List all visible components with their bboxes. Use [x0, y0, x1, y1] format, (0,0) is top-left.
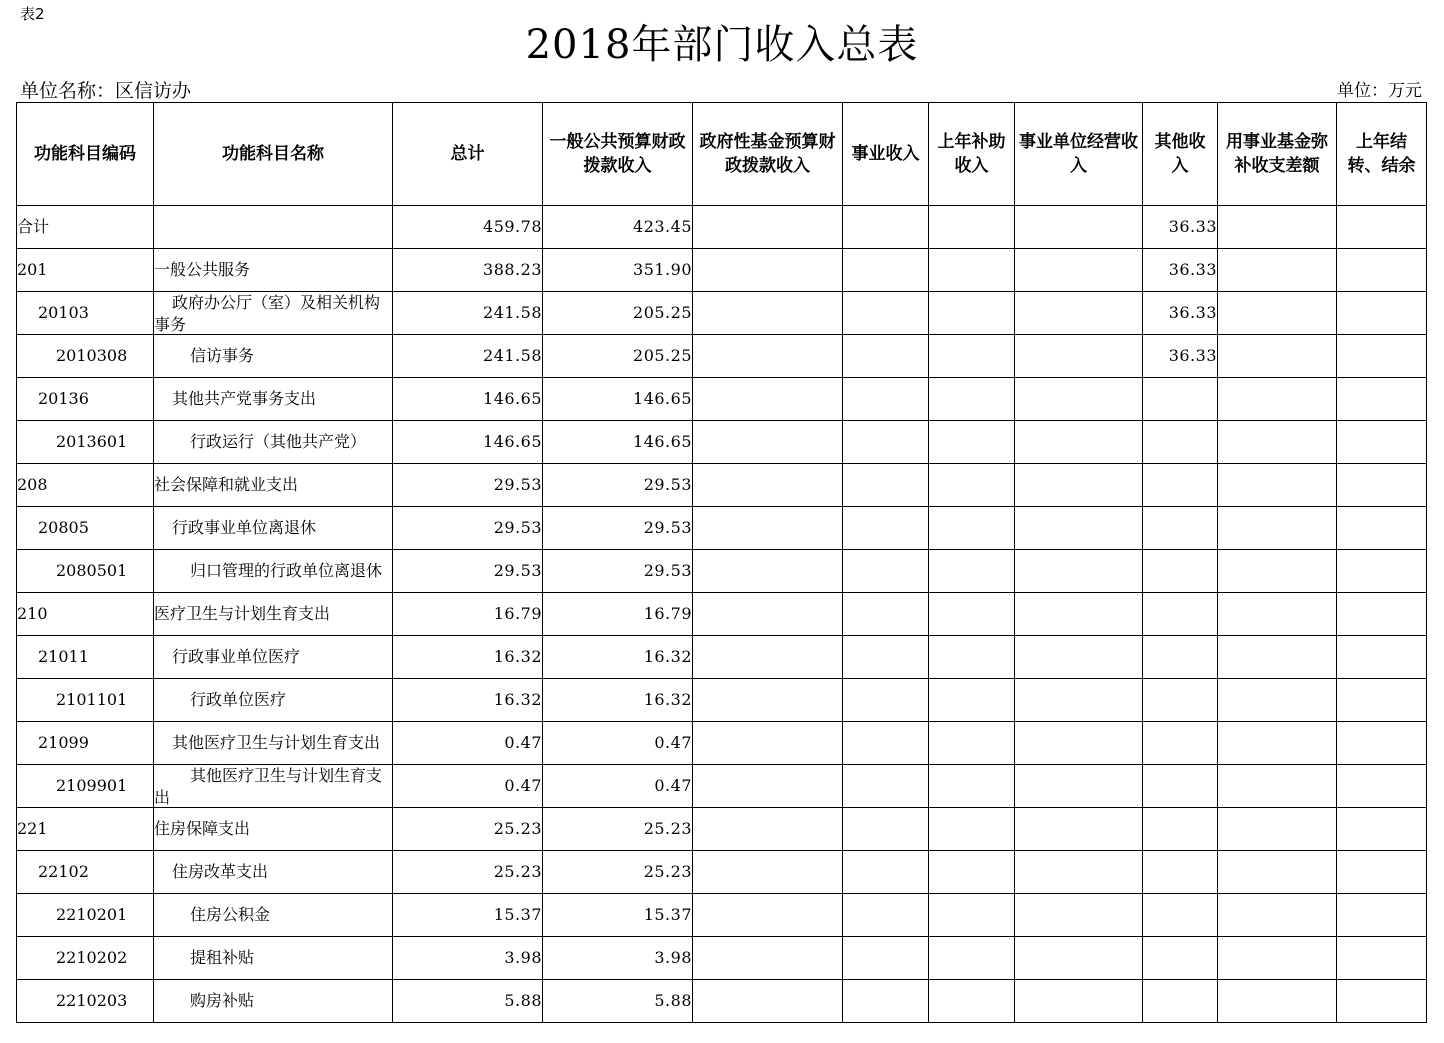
cell-general-budget: 0.47 [543, 722, 693, 765]
cell-prior-subsidy [929, 378, 1015, 421]
cell-total: 15.37 [393, 894, 543, 937]
cell-fund-offset [1218, 980, 1337, 1023]
col-header-other-income: 其他收入 [1143, 103, 1218, 206]
cell-code: 21099 [17, 722, 154, 765]
cell-name [154, 378, 393, 421]
unit-name-label: 单位名称：区信访办 [20, 80, 192, 102]
cell-other-income [1143, 593, 1218, 636]
cell-total: 0.47 [393, 722, 543, 765]
cell-carryover [1337, 507, 1427, 550]
col-header-general-budget: 一般公共预算财政拨款收入 [543, 103, 693, 206]
cell-business-income [843, 722, 929, 765]
cell-code: 2101101 [17, 679, 154, 722]
cell-business-income [843, 679, 929, 722]
cell-general-budget: 205.25 [543, 292, 693, 335]
cell-other-income [1143, 464, 1218, 507]
table-row [17, 722, 1427, 765]
cell-operating-income [1015, 980, 1143, 1023]
cell-general-budget: 29.53 [543, 464, 693, 507]
cell-fund-offset [1218, 765, 1337, 808]
cell-code: 合计 [17, 206, 154, 249]
unit-label: 单位：万元 [1337, 81, 1422, 101]
cell-name-text: 信访事务 [190, 346, 255, 365]
cell-general-budget: 25.23 [543, 808, 693, 851]
cell-other-income [1143, 894, 1218, 937]
cell-code: 20805 [17, 507, 154, 550]
cell-code: 21011 [17, 636, 154, 679]
cell-carryover [1337, 679, 1427, 722]
cell-code: 20136 [17, 378, 154, 421]
cell-carryover [1337, 378, 1427, 421]
table-row [17, 980, 1427, 1023]
cell-name-text: 行政事业单位医疗 [172, 647, 301, 666]
cell-name [154, 937, 393, 980]
table-row [17, 808, 1427, 851]
cell-code: 2109901 [17, 765, 154, 808]
cell-operating-income [1015, 808, 1143, 851]
cell-business-income [843, 249, 929, 292]
cell-general-budget: 29.53 [543, 550, 693, 593]
cell-carryover [1337, 335, 1427, 378]
table-row [17, 765, 1427, 808]
cell-name [154, 593, 393, 636]
cell-carryover [1337, 765, 1427, 808]
income-table [16, 102, 1427, 1023]
cell-name-text: 提租补贴 [190, 948, 255, 967]
cell-code: 210 [17, 593, 154, 636]
cell-prior-subsidy [929, 206, 1015, 249]
cell-fund-budget [693, 206, 843, 249]
cell-fund-offset [1218, 421, 1337, 464]
cell-operating-income [1015, 550, 1143, 593]
cell-total: 388.23 [393, 249, 543, 292]
cell-fund-budget [693, 765, 843, 808]
cell-fund-budget [693, 894, 843, 937]
cell-fund-offset [1218, 851, 1337, 894]
cell-prior-subsidy [929, 593, 1015, 636]
table-row [17, 937, 1427, 980]
cell-total: 459.78 [393, 206, 543, 249]
cell-business-income [843, 636, 929, 679]
cell-other-income [1143, 808, 1218, 851]
cell-operating-income [1015, 593, 1143, 636]
cell-carryover [1337, 722, 1427, 765]
cell-name [154, 679, 393, 722]
cell-code: 2210203 [17, 980, 154, 1023]
col-header-name: 功能科目名称 [154, 103, 393, 206]
cell-other-income [1143, 507, 1218, 550]
cell-general-budget: 423.45 [543, 206, 693, 249]
cell-name-text: 社会保障和就业支出 [154, 475, 299, 494]
table-row [17, 894, 1427, 937]
cell-general-budget: 0.47 [543, 765, 693, 808]
cell-operating-income [1015, 679, 1143, 722]
cell-other-income [1143, 980, 1218, 1023]
col-header-total: 总计 [393, 103, 543, 206]
cell-business-income [843, 421, 929, 464]
cell-other-income [1143, 636, 1218, 679]
cell-general-budget: 15.37 [543, 894, 693, 937]
cell-fund-offset [1218, 593, 1337, 636]
cell-general-budget: 205.25 [543, 335, 693, 378]
cell-prior-subsidy [929, 722, 1015, 765]
table-row [17, 507, 1427, 550]
cell-name [154, 722, 393, 765]
cell-other-income [1143, 378, 1218, 421]
cell-code: 22102 [17, 851, 154, 894]
cell-total: 0.47 [393, 765, 543, 808]
cell-business-income [843, 937, 929, 980]
table-row [17, 679, 1427, 722]
cell-code: 208 [17, 464, 154, 507]
cell-operating-income [1015, 894, 1143, 937]
cell-business-income [843, 206, 929, 249]
sheet-label: 表2 [20, 5, 45, 23]
cell-total: 16.79 [393, 593, 543, 636]
cell-name [154, 765, 393, 808]
cell-code: 2210201 [17, 894, 154, 937]
cell-prior-subsidy [929, 335, 1015, 378]
cell-fund-offset [1218, 894, 1337, 937]
cell-carryover [1337, 980, 1427, 1023]
cell-code: 2080501 [17, 550, 154, 593]
cell-fund-budget [693, 335, 843, 378]
cell-other-income: 36.33 [1143, 249, 1218, 292]
table-row [17, 636, 1427, 679]
cell-fund-budget [693, 636, 843, 679]
cell-business-income [843, 980, 929, 1023]
cell-business-income [843, 765, 929, 808]
cell-name-text: 住房保障支出 [154, 819, 251, 838]
cell-general-budget: 3.98 [543, 937, 693, 980]
cell-carryover [1337, 249, 1427, 292]
cell-code: 2010308 [17, 335, 154, 378]
cell-other-income [1143, 550, 1218, 593]
cell-total: 29.53 [393, 464, 543, 507]
cell-operating-income [1015, 937, 1143, 980]
cell-code: 2210202 [17, 937, 154, 980]
cell-other-income: 36.33 [1143, 335, 1218, 378]
cell-business-income [843, 464, 929, 507]
cell-business-income [843, 335, 929, 378]
cell-total: 29.53 [393, 550, 543, 593]
cell-business-income [843, 808, 929, 851]
cell-operating-income [1015, 249, 1143, 292]
cell-other-income: 36.33 [1143, 206, 1218, 249]
cell-fund-offset [1218, 292, 1337, 335]
cell-prior-subsidy [929, 851, 1015, 894]
cell-prior-subsidy [929, 464, 1015, 507]
cell-carryover [1337, 851, 1427, 894]
cell-name [154, 851, 393, 894]
cell-other-income [1143, 765, 1218, 808]
cell-prior-subsidy [929, 249, 1015, 292]
cell-name-text: 住房改革支出 [172, 862, 269, 881]
cell-other-income [1143, 937, 1218, 980]
cell-carryover [1337, 894, 1427, 937]
table-row [17, 464, 1427, 507]
cell-carryover [1337, 636, 1427, 679]
cell-carryover [1337, 464, 1427, 507]
cell-operating-income [1015, 206, 1143, 249]
cell-fund-budget [693, 464, 843, 507]
cell-prior-subsidy [929, 421, 1015, 464]
cell-code: 20103 [17, 292, 154, 335]
cell-name-text: 医疗卫生与计划生育支出 [154, 604, 331, 623]
col-header-fund-offset: 用事业基金弥补收支差额 [1218, 103, 1337, 206]
table-row [17, 206, 1427, 249]
cell-fund-offset [1218, 550, 1337, 593]
cell-carryover [1337, 937, 1427, 980]
cell-name-text: 行政事业单位离退休 [172, 518, 317, 537]
cell-fund-budget [693, 249, 843, 292]
cell-operating-income [1015, 292, 1143, 335]
cell-fund-budget [693, 378, 843, 421]
cell-prior-subsidy [929, 550, 1015, 593]
cell-fund-offset [1218, 679, 1337, 722]
cell-operating-income [1015, 722, 1143, 765]
cell-business-income [843, 851, 929, 894]
cell-fund-offset [1218, 722, 1337, 765]
cell-carryover [1337, 206, 1427, 249]
col-header-carryover: 上年结转、结余 [1337, 103, 1427, 206]
table-row [17, 378, 1427, 421]
cell-other-income [1143, 421, 1218, 464]
cell-name [154, 421, 393, 464]
cell-carryover [1337, 421, 1427, 464]
table-row [17, 292, 1427, 335]
cell-name-text: 住房公积金 [190, 905, 271, 924]
table-row [17, 851, 1427, 894]
col-header-prior-subsidy: 上年补助收入 [929, 103, 1015, 206]
cell-name [154, 550, 393, 593]
cell-name-text: 行政运行（其他共产党） [190, 432, 367, 451]
cell-other-income: 36.33 [1143, 292, 1218, 335]
cell-name [154, 206, 393, 249]
cell-fund-budget [693, 593, 843, 636]
cell-general-budget: 351.90 [543, 249, 693, 292]
cell-prior-subsidy [929, 808, 1015, 851]
cell-name [154, 636, 393, 679]
cell-prior-subsidy [929, 980, 1015, 1023]
cell-fund-budget [693, 292, 843, 335]
cell-total: 25.23 [393, 808, 543, 851]
table-row [17, 335, 1427, 378]
header-row [17, 103, 1427, 206]
cell-fund-offset [1218, 808, 1337, 851]
cell-name [154, 292, 393, 335]
col-header-fund-budget: 政府性基金预算财政拨款收入 [693, 103, 843, 206]
cell-operating-income [1015, 851, 1143, 894]
cell-name-text: 购房补贴 [190, 991, 255, 1010]
cell-fund-offset [1218, 206, 1337, 249]
table-row [17, 593, 1427, 636]
cell-operating-income [1015, 765, 1143, 808]
cell-general-budget: 16.79 [543, 593, 693, 636]
cell-total: 3.98 [393, 937, 543, 980]
cell-name-text: 政府办公厅（室）及相关机构事务 [154, 293, 381, 334]
cell-total: 146.65 [393, 378, 543, 421]
cell-total: 25.23 [393, 851, 543, 894]
cell-fund-budget [693, 851, 843, 894]
cell-prior-subsidy [929, 679, 1015, 722]
cell-carryover [1337, 292, 1427, 335]
cell-business-income [843, 507, 929, 550]
cell-business-income [843, 550, 929, 593]
cell-total: 241.58 [393, 335, 543, 378]
page-title: 2018年部门收入总表 [525, 22, 919, 68]
cell-fund-offset [1218, 937, 1337, 980]
cell-general-budget: 29.53 [543, 507, 693, 550]
table-row [17, 249, 1427, 292]
cell-general-budget: 25.23 [543, 851, 693, 894]
cell-fund-budget [693, 421, 843, 464]
cell-general-budget: 16.32 [543, 679, 693, 722]
col-header-code: 功能科目编码 [17, 103, 154, 206]
cell-operating-income [1015, 464, 1143, 507]
cell-fund-offset [1218, 464, 1337, 507]
cell-name [154, 808, 393, 851]
cell-prior-subsidy [929, 765, 1015, 808]
cell-prior-subsidy [929, 507, 1015, 550]
cell-name [154, 464, 393, 507]
cell-total: 5.88 [393, 980, 543, 1023]
cell-fund-offset [1218, 249, 1337, 292]
cell-fund-offset [1218, 378, 1337, 421]
cell-operating-income [1015, 378, 1143, 421]
cell-fund-budget [693, 507, 843, 550]
cell-total: 29.53 [393, 507, 543, 550]
cell-fund-budget [693, 937, 843, 980]
cell-business-income [843, 894, 929, 937]
col-header-business-income: 事业收入 [843, 103, 929, 206]
cell-other-income [1143, 679, 1218, 722]
cell-business-income [843, 292, 929, 335]
cell-prior-subsidy [929, 937, 1015, 980]
cell-general-budget: 5.88 [543, 980, 693, 1023]
cell-code: 2013601 [17, 421, 154, 464]
cell-name [154, 894, 393, 937]
cell-total: 16.32 [393, 636, 543, 679]
cell-name-text: 其他共产党事务支出 [172, 389, 317, 408]
cell-name-text: 一般公共服务 [154, 260, 251, 279]
cell-general-budget: 146.65 [543, 421, 693, 464]
cell-other-income [1143, 851, 1218, 894]
col-header-operating-income: 事业单位经营收入 [1015, 103, 1143, 206]
cell-fund-budget [693, 808, 843, 851]
cell-total: 146.65 [393, 421, 543, 464]
cell-carryover [1337, 550, 1427, 593]
cell-name [154, 980, 393, 1023]
cell-business-income [843, 593, 929, 636]
cell-operating-income [1015, 335, 1143, 378]
cell-fund-offset [1218, 636, 1337, 679]
cell-code: 201 [17, 249, 154, 292]
table-row [17, 550, 1427, 593]
cell-total: 16.32 [393, 679, 543, 722]
cell-fund-budget [693, 550, 843, 593]
cell-business-income [843, 378, 929, 421]
cell-name-text: 其他医疗卫生与计划生育支出 [172, 733, 381, 752]
cell-name-text: 其他医疗卫生与计划生育支出 [154, 766, 383, 807]
cell-name [154, 249, 393, 292]
cell-operating-income [1015, 507, 1143, 550]
cell-other-income [1143, 722, 1218, 765]
cell-fund-offset [1218, 335, 1337, 378]
table-row [17, 421, 1427, 464]
cell-prior-subsidy [929, 636, 1015, 679]
cell-name-text: 归口管理的行政单位离退休 [190, 561, 383, 580]
cell-name [154, 335, 393, 378]
cell-fund-budget [693, 980, 843, 1023]
cell-name-text: 行政单位医疗 [190, 690, 287, 709]
cell-general-budget: 146.65 [543, 378, 693, 421]
cell-carryover [1337, 593, 1427, 636]
cell-fund-budget [693, 722, 843, 765]
cell-general-budget: 16.32 [543, 636, 693, 679]
cell-prior-subsidy [929, 292, 1015, 335]
cell-operating-income [1015, 636, 1143, 679]
cell-total: 241.58 [393, 292, 543, 335]
cell-name [154, 507, 393, 550]
cell-fund-budget [693, 679, 843, 722]
cell-carryover [1337, 808, 1427, 851]
cell-fund-offset [1218, 507, 1337, 550]
table-body [17, 206, 1427, 1023]
cell-operating-income [1015, 421, 1143, 464]
cell-code: 221 [17, 808, 154, 851]
cell-prior-subsidy [929, 894, 1015, 937]
